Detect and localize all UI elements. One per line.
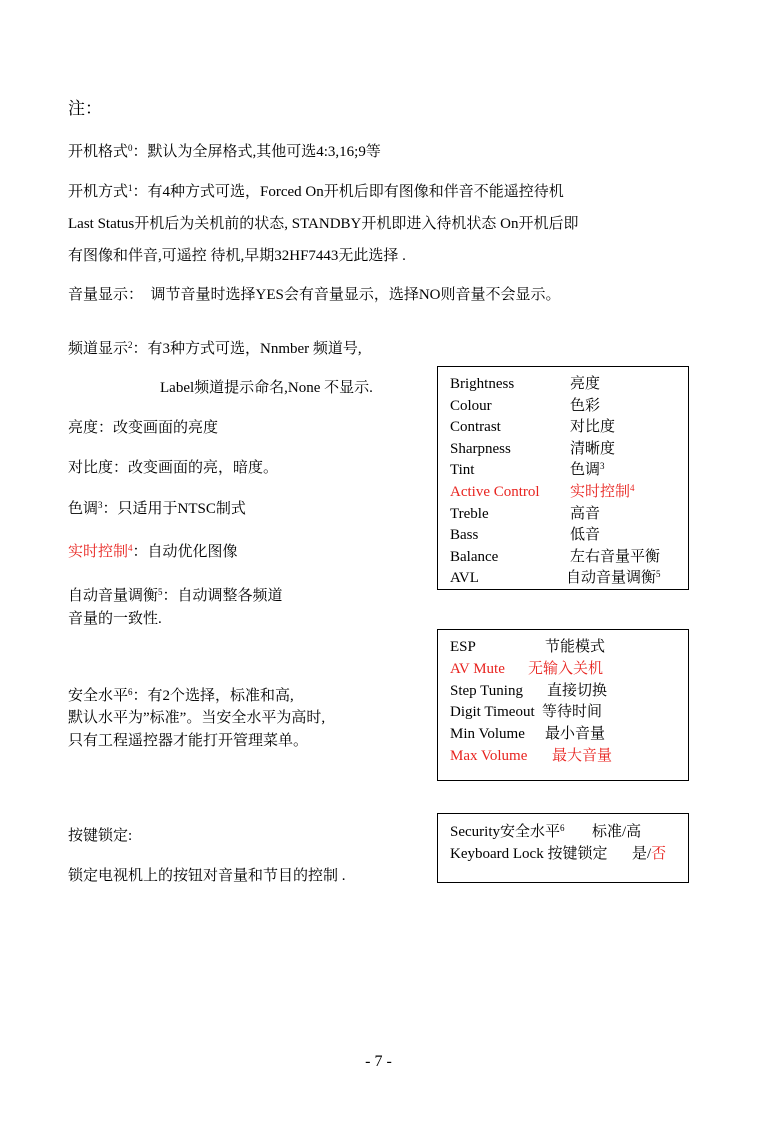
menu-row-label: Active Control (450, 484, 540, 500)
note-security-text1: ：有2个选择，标准和高, (132, 688, 294, 704)
note-keylock-label: 按键锁定: (68, 828, 133, 844)
menu-row-value (570, 396, 600, 417)
note-contrast (68, 458, 278, 478)
menu-row-keyboard-lock-value-a: 是/ (632, 846, 652, 862)
menu-row-label: Max Volume (450, 748, 528, 764)
menu-row (450, 724, 606, 745)
menu-row-label: Contrast (450, 419, 501, 436)
note-security-line2: 默认水平为”标准”。当安全水平为高时, (68, 710, 326, 726)
note-security-label: 安全水平 (68, 688, 129, 704)
menu-row-value-text: 实时控制 (570, 484, 631, 500)
menu-row (450, 659, 604, 680)
menu-row-value-text: 低音 (570, 527, 601, 544)
note-avl-label: 自动音量调衡 (68, 588, 159, 604)
note-volume-display (68, 285, 561, 305)
menu-row-label: Colour (450, 397, 492, 414)
note-channel-display-line1 (68, 339, 362, 360)
menu-row-value (570, 439, 615, 460)
menu-row-keyboard-lock-label: Keyboard Lock 按键锁定 (450, 846, 608, 862)
menu-row (450, 746, 613, 767)
menu-row (450, 374, 601, 395)
menu-row-label: Sharpness (450, 440, 511, 457)
menu-row-value-text: 清晰度 (570, 440, 616, 457)
menu-row (450, 504, 601, 525)
menu-row-value (570, 547, 660, 568)
note-channel-display-line2: Label频道提示命名,None 不显示. (160, 380, 373, 396)
menu-row-security-label: Security安全水平 (450, 824, 560, 840)
note-mode-line3: 有图像和伴音,可遥控 待机,早期32HF7443无此选择 . (68, 248, 406, 264)
note-brightness-text: 改变画面的亮度 (113, 420, 219, 436)
note-avl-line1 (68, 586, 283, 607)
menu-row-keyboard-lock-value-b: 否 (651, 846, 667, 862)
menu-row-label: Balance (450, 548, 499, 565)
menu-row-value-text: 高音 (570, 505, 601, 522)
menu-row-security (450, 822, 642, 844)
note-avl-line2: 音量的一致性. (68, 611, 162, 627)
menu-row-label: Bass (450, 527, 479, 544)
menu-row-value-text: 色彩 (570, 397, 601, 414)
menu-row-keyboard-lock-value (632, 844, 666, 865)
note-channel-display-label: 频道显示 (68, 341, 129, 357)
note-format-text: ：默认为全屏格式,其他可选4:3,16;9等 (132, 144, 381, 160)
note-tint-sup: 3 (98, 500, 103, 510)
menu-box-features (437, 629, 689, 781)
note-active-control-label: 实时控制 (68, 544, 129, 560)
note-avl-text1: ：自动调整各频道 (162, 588, 283, 604)
menu-row (450, 396, 601, 417)
note-brightness-label: 亮度： (68, 420, 114, 436)
note-mode-label: 开机方式 (68, 184, 129, 200)
note-format-label: 开机格式 (68, 144, 129, 160)
note-contrast-label: 对比度： (68, 460, 129, 476)
menu-row-value-sup: 3 (600, 461, 605, 472)
menu-row-value (570, 417, 615, 438)
menu-row (450, 568, 661, 589)
note-tint-text: ：只适用于NTSC制式 (102, 501, 246, 517)
menu-row-value (570, 525, 600, 546)
note-tint (68, 499, 246, 520)
menu-row-value (570, 374, 600, 395)
menu-row-label: Step Tuning (450, 682, 523, 699)
page-number: - 7 - (365, 1053, 392, 1070)
note-keylock-text: 锁定电视机上的按钮对音量和节目的控制 . (68, 868, 346, 884)
note-channel-display-sup: 2 (128, 340, 133, 350)
menu-box-picture-sound (437, 366, 689, 590)
note-active-control-text: ：自动优化图像 (132, 544, 238, 560)
menu-row-label: AVL (450, 570, 479, 587)
menu-row-value: 直接切换 (547, 682, 608, 699)
menu-row-value: 最小音量 (545, 726, 606, 743)
menu-row-value-text: 亮度 (570, 376, 601, 392)
menu-box-security (437, 813, 689, 883)
menu-row-value: 节能模式 (545, 639, 606, 655)
menu-row-label: Treble (450, 505, 489, 522)
menu-row-value-text: 色调 (570, 462, 601, 479)
menu-row-security-sup: 6 (560, 823, 565, 833)
note-brightness (68, 418, 218, 438)
menu-row-value-text: 左右音量平衡 (570, 548, 661, 565)
menu-row (450, 702, 603, 723)
menu-row-value: 最大音量 (552, 748, 613, 764)
menu-row-value: 等待时间 (542, 704, 603, 721)
note-volume-display-text: 调节音量时选择YES会有音量显示，选择NO则音量不会显示。 (150, 287, 561, 303)
menu-row-value-text: 对比度 (570, 419, 616, 436)
menu-row (450, 417, 616, 438)
menu-row-value-sup: 4 (630, 483, 635, 493)
note-mode-text1: ：有4种方式可选，Forced On开机后即有图像和伴音不能遥控待机 (132, 184, 564, 200)
note-mode-line2: Last Status开机后为关机前的状态, STANDBY开机即进入待机状态 On开机后即 (68, 216, 579, 232)
menu-row-label: Brightness (450, 376, 515, 392)
note-format-sup: 0 (128, 143, 133, 153)
menu-row-value-sup: 5 (656, 569, 661, 580)
menu-row-value: 无输入关机 (528, 660, 604, 677)
note-channel-display-text1: ：有3种方式可选，Nnmber 频道号, (132, 341, 362, 357)
note-format (68, 142, 381, 163)
menu-row-value (570, 482, 635, 504)
menu-row-security-value: 标准/高 (592, 824, 642, 840)
menu-row-label: Min Volume (450, 726, 525, 743)
menu-row (450, 525, 601, 546)
note-avl-sup: 5 (158, 587, 163, 597)
note-active-control-sup: 4 (128, 543, 133, 553)
note-mode-line1 (68, 182, 564, 203)
menu-row-value-text: 自动音量调衡 (566, 570, 657, 587)
menu-row-keyboard-lock (450, 844, 667, 865)
menu-row-label: Digit Timeout (450, 704, 535, 721)
menu-row (450, 460, 605, 481)
note-volume-display-label: 音量显示： (68, 287, 144, 303)
note-security-line3: 只有工程遥控器才能打开管理菜单。 (68, 733, 309, 749)
menu-row-value (566, 568, 661, 590)
note-heading: 注： (68, 99, 102, 118)
note-active-control (68, 542, 238, 563)
menu-row-value (570, 504, 600, 525)
note-security-line1 (68, 686, 294, 707)
menu-row-label: AV Mute (450, 660, 505, 677)
note-security-sup: 6 (128, 687, 133, 697)
note-tint-label: 色调 (68, 501, 99, 517)
menu-row-label: ESP (450, 639, 476, 655)
menu-row (450, 482, 635, 503)
menu-row (450, 439, 616, 460)
menu-row-label: Tint (450, 462, 475, 479)
menu-row (450, 681, 608, 702)
menu-row (450, 547, 661, 568)
menu-row (450, 637, 606, 658)
note-contrast-text: 改变画面的亮，暗度。 (128, 460, 279, 476)
menu-row-value (570, 460, 605, 482)
note-mode-sup: 1 (128, 183, 133, 193)
